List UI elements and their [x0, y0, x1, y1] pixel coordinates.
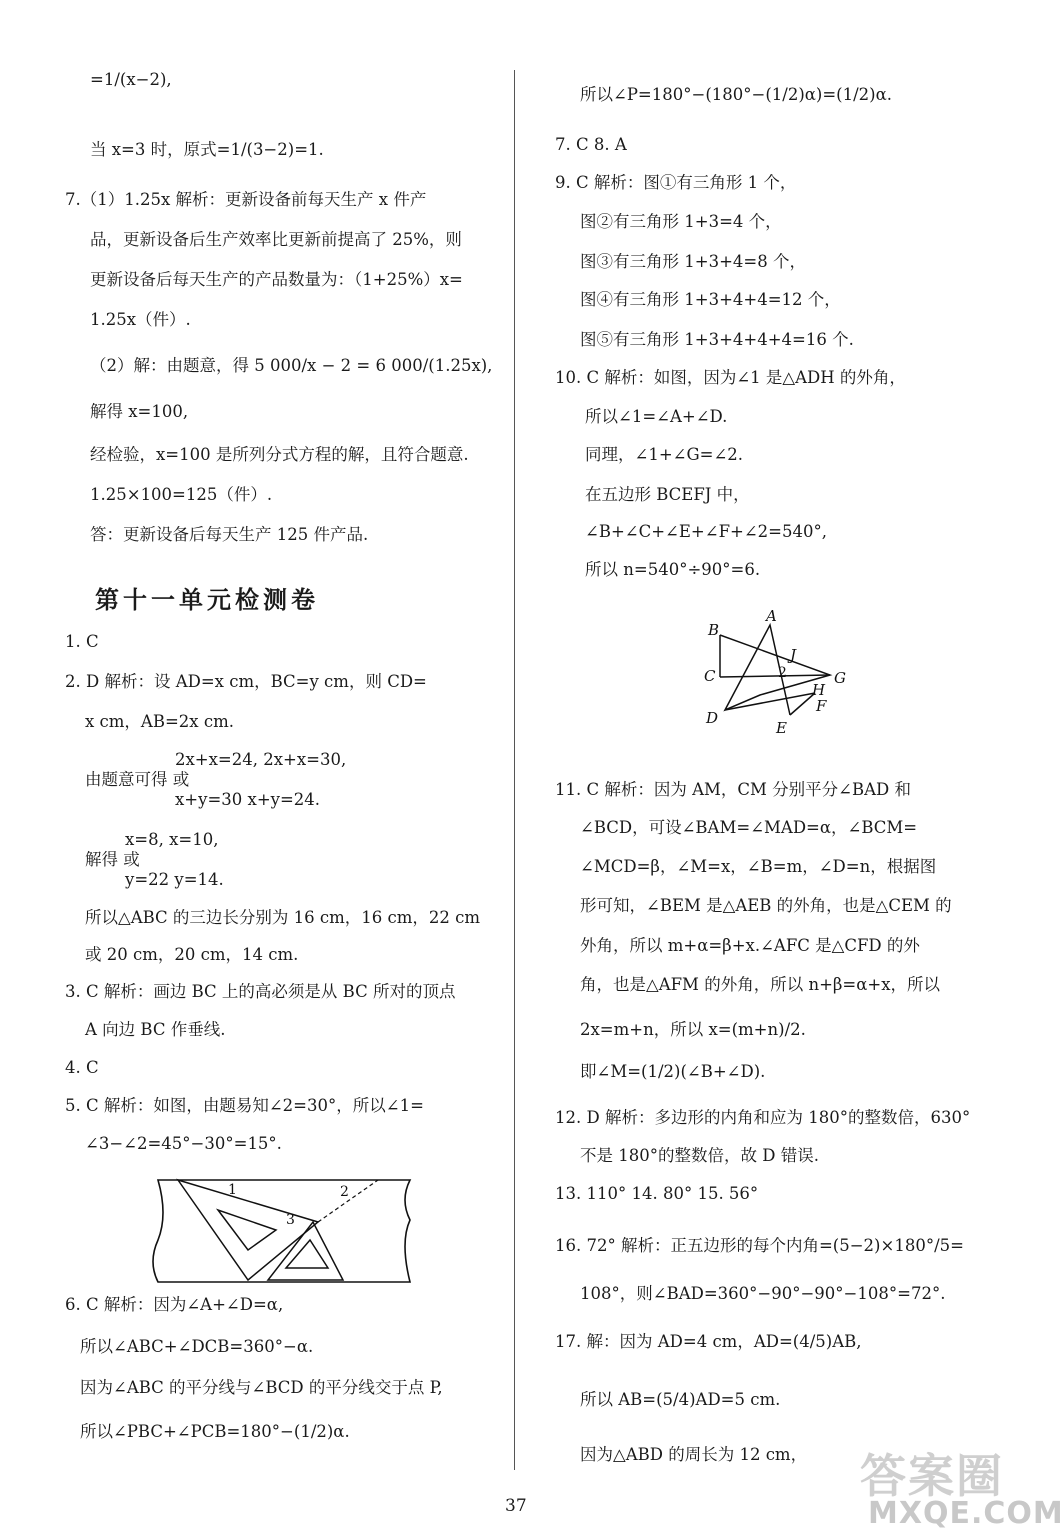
- text-line: 108°，则∠BAD=360°−90°−90°−108°=72°.: [580, 1284, 946, 1303]
- text-line: 9. C 解析：图①有三角形 1 个，: [555, 173, 797, 192]
- column-divider: [514, 70, 515, 1470]
- label-F: F: [816, 697, 827, 715]
- text-line: ∠MCD=β，∠M=x，∠B=m，∠D=n，根据图: [580, 857, 937, 876]
- text-line: 由题意可得 或: [85, 770, 190, 789]
- text-line: 6. C 解析：因为∠A+∠D=α,: [65, 1295, 284, 1314]
- text-line: 因为△ABD 的周长为 12 cm，: [580, 1445, 808, 1464]
- text-line: 在五边形 BCEFJ 中，: [585, 485, 750, 504]
- text-line: 10. C 解析：如图，因为∠1 是△ADH 的外角，: [555, 368, 906, 387]
- text-line: 同理，∠1+∠G=∠2.: [585, 445, 744, 464]
- text-line: A 向边 BC 作垂线.: [85, 1020, 226, 1039]
- text-line: 经检验，x=100 是所列分式方程的解，且符合题意.: [90, 445, 469, 464]
- text-line: 图④有三角形 1+3+4+4=12 个，: [580, 290, 841, 309]
- text-line: 17. 解：因为 AD=4 cm，AD=(4/5)AB,: [555, 1332, 862, 1351]
- text-line: y=22 y=14.: [125, 870, 224, 889]
- text-line: x=8, x=10,: [125, 830, 219, 849]
- text-line: 解得 或: [85, 850, 140, 869]
- section-title: 第十一单元检测卷: [95, 586, 319, 614]
- text-line: 7.（1）1.25x 解析：更新设备前每天生产 x 件产: [65, 190, 427, 209]
- text-line: 所以 AB=(5/4)AD=5 cm.: [580, 1390, 781, 1409]
- text-line: 品，更新设备后生产效率比更新前提高了 25%，则: [90, 230, 462, 249]
- text-line: 解得 x=100,: [90, 402, 189, 421]
- text-line: ∠B+∠C+∠E+∠F+∠2=540°,: [585, 522, 827, 541]
- label-B: B: [708, 621, 720, 639]
- label-J: J: [790, 646, 797, 664]
- text-line: 所以∠ABC+∠DCB=360°−α.: [80, 1337, 314, 1356]
- text-line: 7. C 8. A: [555, 135, 627, 154]
- text-line: 所以∠PBC+∠PCB=180°−(1/2)α.: [80, 1422, 350, 1441]
- text-line: ∠BCD，可设∠BAM=∠MAD=α，∠BCM=: [580, 818, 918, 837]
- text-line: 外角，所以 m+α=β+x.∠AFC 是△CFD 的外: [580, 936, 920, 955]
- text-line: 当 x=3 时，原式=1/(3−2)=1.: [90, 140, 324, 159]
- label-A: A: [766, 607, 777, 625]
- text-line: 所以 n=540°÷90°=6.: [585, 560, 761, 579]
- label-E: E: [776, 719, 787, 737]
- text-line: 1. C: [65, 632, 99, 651]
- watermark-text: 答案圈: [860, 1449, 1004, 1503]
- text-line: 即∠M=(1/2)(∠B+∠D).: [580, 1062, 766, 1081]
- text-line: 或 20 cm，20 cm，14 cm.: [85, 945, 299, 964]
- text-line: 1.25x（件）.: [90, 310, 191, 329]
- figure-ruler-triangles: [148, 1170, 418, 1292]
- text-line: 所以△ABC 的三边长分别为 16 cm，16 cm，22 cm: [85, 908, 481, 927]
- text-line: 2x=m+n，所以 x=(m+n)/2.: [580, 1020, 806, 1039]
- text-line: 不是 180°的整数倍，故 D 错误.: [580, 1146, 819, 1165]
- label-H: H: [812, 681, 826, 699]
- text-line: 图③有三角形 1+3+4=8 个，: [580, 252, 806, 271]
- text-line: 1.25×100=125（件）.: [90, 485, 273, 504]
- text-line: （2）解：由题意，得 5 000/x − 2 = 6 000/(1.25x),: [90, 356, 493, 375]
- text-line: 12. D 解析：多边形的内角和应为 180°的整数倍，630°: [555, 1108, 971, 1127]
- text-line: 2x+x=24, 2x+x=30,: [175, 750, 347, 769]
- text-line: 所以∠1=∠A+∠D.: [585, 407, 728, 426]
- text-line: 角，也是△AFM 的外角，所以 n+β=α+x，所以: [580, 975, 941, 994]
- text-line: =1/(x−2),: [90, 70, 172, 89]
- text-line: 更新设备后每天生产的产品数量为：（1+25%）x=: [90, 270, 463, 289]
- text-line: 图②有三角形 1+3=4 个，: [580, 212, 782, 231]
- angle-label-1: 1: [228, 1182, 237, 1198]
- text-line: 形可知，∠BEM 是△AEB 的外角，也是△CEM 的: [580, 896, 952, 915]
- label-G: G: [834, 669, 846, 687]
- text-line: 2. D 解析：设 AD=x cm，BC=y cm，则 CD=: [65, 672, 427, 691]
- text-line: 答：更新设备后每天生产 125 件产品.: [90, 525, 369, 544]
- watermark-url: MXQE.COM: [868, 1496, 1064, 1531]
- label-C: C: [704, 667, 716, 685]
- text-line: x cm，AB=2x cm.: [85, 712, 234, 731]
- text-line: 因为∠ABC 的平分线与∠BCD 的平分线交于点 P,: [80, 1378, 443, 1397]
- page-number: 37: [505, 1496, 527, 1516]
- text-line: 图⑤有三角形 1+3+4+4+4=16 个.: [580, 330, 854, 349]
- angle-label-2: 2: [340, 1184, 349, 1200]
- angle-label-3: 3: [286, 1212, 295, 1228]
- text-line: ∠3−∠2=45°−30°=15°.: [85, 1134, 282, 1153]
- label-2: 2: [778, 665, 787, 681]
- label-D: D: [706, 709, 719, 727]
- text-line: x+y=30 x+y=24.: [175, 790, 321, 809]
- figure-star-polygon: [700, 605, 860, 740]
- watermark-logo: [850, 1440, 1064, 1536]
- text-line: 11. C 解析：因为 AM，CM 分别平分∠BAD 和: [555, 780, 912, 799]
- text-line: 3. C 解析：画边 BC 上的高必须是从 BC 所对的顶点: [65, 982, 456, 1001]
- text-line: 16. 72° 解析：正五边形的每个内角=(5−2)×180°/5=: [555, 1236, 964, 1255]
- text-line: 5. C 解析：如图，由题易知∠2=30°，所以∠1=: [65, 1096, 424, 1115]
- text-line: 所以∠P=180°−(180°−(1/2)α)=(1/2)α.: [580, 85, 892, 104]
- text-line: 13. 110° 14. 80° 15. 56°: [555, 1184, 759, 1203]
- text-line: 4. C: [65, 1058, 99, 1077]
